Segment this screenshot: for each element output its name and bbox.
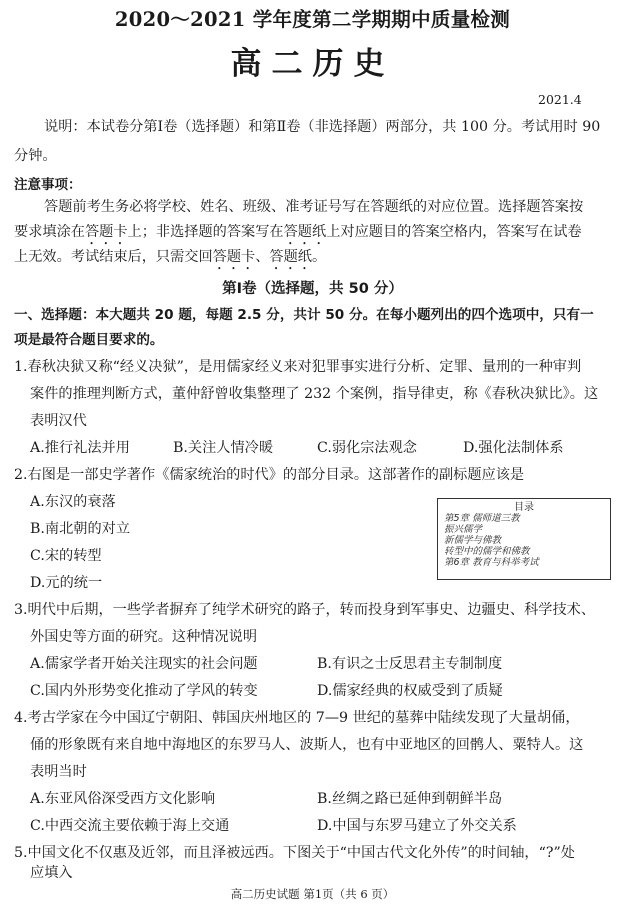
section-1-desc-2: 项是最符合题目要求的。 — [14, 332, 164, 348]
q4-option-a: A.东亚风俗深受西方文化影响 — [30, 791, 216, 807]
q1-option-d: D.强化法制体系 — [463, 440, 564, 456]
q1-option-b: B.关注人情冷暖 — [173, 440, 274, 456]
q1-option-a: A.推行礼法并用 — [30, 440, 130, 456]
q3-option-c: C.国内外形势变化推动了学风的转变 — [30, 683, 258, 699]
q3-line-2: 外国史等方面的研究。这种情况说明 — [30, 629, 258, 645]
q2-option-d: D.元的统一 — [30, 575, 103, 591]
note-line-1: 说明：本试卷分第Ⅰ卷（选择题）和第Ⅱ卷（非选择题）两部分，共 100 分。考试用时 90 — [44, 119, 601, 135]
table-of-contents-figure — [437, 498, 611, 580]
emphasis-answer-card: 答题卡 — [84, 224, 128, 240]
q4-line-3: 表明当时 — [30, 764, 87, 780]
toc-item: 振兴儒学 — [444, 524, 483, 535]
q4-option-c: C.中西交流主要依赖于海上交通 — [30, 818, 230, 834]
q4-option-d: D.中国与东罗马建立了外交关系 — [317, 818, 517, 834]
emphasis-answer-sheet: 答题纸 — [283, 224, 327, 240]
q3-option-d: D.儒家经典的权威受到了质疑 — [317, 683, 503, 699]
exam-date: 2021.4 — [538, 92, 582, 107]
subject-title: 高二历史 — [230, 46, 395, 82]
page-footer: 高二历史试题 第1页（共 6 页） — [230, 887, 395, 901]
emphasis-answer-sheet-2: 答题纸 — [269, 249, 312, 265]
q2-option-a: A.东汉的衰落 — [30, 494, 116, 510]
attention-line-1: 答题前考生务必将学校、姓名、班级、准考证号写在答题纸的对应位置。选择题答案按 — [44, 199, 584, 215]
q1-option-c: C.弱化宗法观念 — [317, 440, 417, 456]
section-1-desc-1: 一、选择题：本大题共 20 题，每题 2.5 分，共计 50 分。在每小题列出的四个选项中，只有一 — [14, 307, 594, 323]
attention-heading: 注意事项： — [14, 177, 82, 193]
q3-option-b: B.有识之士反思君主专制制度 — [317, 656, 503, 672]
q2-line-1: 2.右图是一部史学著作《儒家统治的时代》的部分目录。这部著作的副标题应该是 — [14, 467, 525, 483]
q5-line-2: 应填入 — [30, 865, 73, 881]
q3-option-a: A.儒家学者开始关注现实的社会问题 — [30, 656, 258, 672]
q1-line-3: 表明汉代 — [30, 413, 87, 429]
q2-option-b: B.南北朝的对立 — [30, 521, 131, 537]
section-1-title: 第Ⅰ卷（选择题，共 50 分） — [222, 281, 403, 297]
q1-line-2: 案件的推理判断方式，董仲舒曾收集整理了 232 个案例，指导律吏，称《春秋决狱比》。这 — [30, 386, 599, 402]
q4-line-1: 4.考古学家在今中国辽宁朝阳、韩国庆州地区的 7—9 世纪的墓葬中陆续发现了大量胡俑， — [14, 710, 580, 726]
emphasis-answer-card-2: 答题卡 — [212, 249, 256, 265]
attention-line-2: 要求填涂在答题卡上；非选择题的答案写在答题纸上对应题目的答案空格内，答案写在试卷 — [14, 224, 582, 240]
attention-line-3: 上无效。考试结束后，只需交回答题卡、答题纸。 — [14, 249, 327, 265]
exam-title: 2020～2021 学年度第二学期期中质量检测 — [114, 8, 511, 31]
toc-item: 第5章 儒师道三教 — [444, 513, 520, 524]
q5-line-1: 5.中国文化不仅惠及近邻，而且泽被远西。下图关于“中国古代文化外传”的时间轴，“?”处 — [14, 845, 575, 861]
toc-heading: 目录 — [514, 502, 534, 513]
q3-line-1: 3.明代中后期，一些学者摒弃了纯学术研究的路子，转而投身到军事史、边疆史、科学技术、 — [14, 602, 596, 618]
toc-item: 新儒学与佛教 — [444, 535, 502, 546]
q4-line-2: 俑的形象既有来自地中海地区的东罗马人、波斯人，也有中亚地区的回鹘人、粟特人。这 — [30, 737, 584, 753]
q1-line-1: 1.春秋决狱又称“经义决狱”，是用儒家经义来对犯罪事实进行分析、定罪、量刑的一种审判 — [14, 359, 582, 375]
q2-option-c: C.宋的转型 — [30, 548, 102, 564]
toc-item: 转型中的儒学和佛教 — [444, 546, 530, 557]
q4-option-b: B.丝绸之路已延伸到朝鲜半岛 — [317, 791, 503, 807]
toc-item: 第6章 教育与科举考试 — [444, 557, 539, 568]
note-line-2: 分钟。 — [14, 148, 57, 164]
